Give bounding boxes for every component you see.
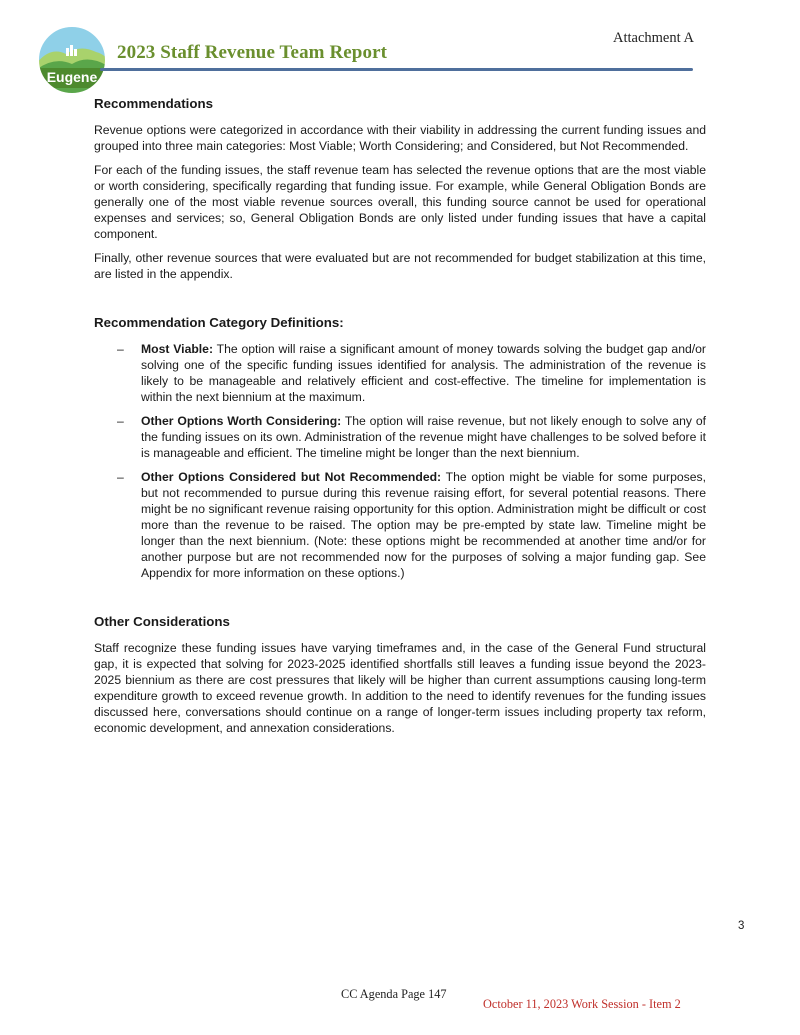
definitions-list bbox=[94, 341, 706, 581]
page-header bbox=[0, 0, 800, 90]
definition-term: Other Options Worth Considering: bbox=[141, 414, 342, 428]
recommendations-paragraph: Revenue options were categorized in accordance with their viability in addressing the current funding issues and grouped into three main categories: Most Viable; Worth Considering; and Considered, but Not Recommended. bbox=[94, 123, 706, 153]
definitions-heading: Recommendation Category Definitions: bbox=[94, 315, 344, 330]
recommendations-heading: Recommendations bbox=[94, 96, 213, 111]
definition-text: The option will raise revenue, but not likely enough to solve any of the funding issues on its own. Administration of the revenue might have challenges to be solved before it is manageable and efficient. The timeline might be longer than the next biennium. bbox=[141, 414, 706, 460]
footer-agenda-page: CC Agenda Page 147 bbox=[341, 987, 447, 1001]
list-item bbox=[117, 469, 706, 581]
recommendations-paragraph: Finally, other revenue sources that were evaluated but are not recommended for budget stabilization at this time, are listed in the appendix. bbox=[94, 251, 706, 281]
logo-text: Eugene bbox=[46, 69, 98, 85]
attachment-label: Attachment A bbox=[613, 30, 694, 46]
definition-term: Most Viable: bbox=[141, 342, 214, 356]
list-item bbox=[117, 341, 706, 405]
page-number: 3 bbox=[738, 920, 745, 932]
header-divider bbox=[100, 68, 693, 71]
list-item bbox=[117, 413, 706, 461]
eugene-logo bbox=[36, 24, 108, 96]
bullet-dash: – bbox=[117, 342, 124, 356]
bullet-dash: – bbox=[117, 414, 124, 428]
report-title: 2023 Staff Revenue Team Report bbox=[117, 42, 388, 63]
other-considerations-paragraph: Staff recognize these funding issues have varying timeframes and, in the case of the General Fund structural gap, it is expected that solving for 2023-2025 identified shortfalls still leaves a funding issue beyond the 2023-2025 biennium as there are cost pressures that likely will be higher than current assumptions causing long-term expenditure growth to exceed revenue growth. In addition to the need to identify revenues for the funding issues discussed here, conversations should continue on a range of longer-term issues including property tax reform, economic development, and annexation considerations. bbox=[94, 641, 706, 735]
footer-session-label: October 11, 2023 Work Session - Item 2 bbox=[483, 997, 681, 1011]
recommendations-paragraph: For each of the funding issues, the staff revenue team has selected the revenue options that are the most viable or worth considering, specifically regarding that funding issue. For example, while General Obligation Bonds are generally one of the most viable revenue sources overall, this funding source cannot be used for operational expenses and services; so, General Obligation Bonds are only listed under funding issues that have a capital component. bbox=[94, 163, 706, 241]
bullet-dash: – bbox=[117, 470, 124, 484]
main-content bbox=[94, 95, 706, 744]
definition-text: The option might be viable for some purposes, but not recommended to pursue during this revenue raising effort, for several potential reasons. There might be no significant revenue raising opportunity for this option. Administration might be difficult or cost more than the revenue to be raised. The option may be pre-empted by state law. Timeline might be longer than the next biennium. (Note: these options might be recommended at another time and/or for another purpose but are not recommended now for the purposes of solving a major funding gap. See Appendix for more information on these options.) bbox=[141, 470, 706, 580]
definition-term: Other Options Considered but Not Recommended: bbox=[141, 470, 442, 484]
other-considerations-heading: Other Considerations bbox=[94, 614, 230, 629]
definition-text: The option will raise a significant amount of money towards solving the budget gap and/or solving one of the specific funding issues identified for analysis. The administration of the revenue is likely to be manageable and relatively efficient and cost-effective. The timeline for implementation is within the next biennium at the maximum. bbox=[141, 342, 706, 404]
